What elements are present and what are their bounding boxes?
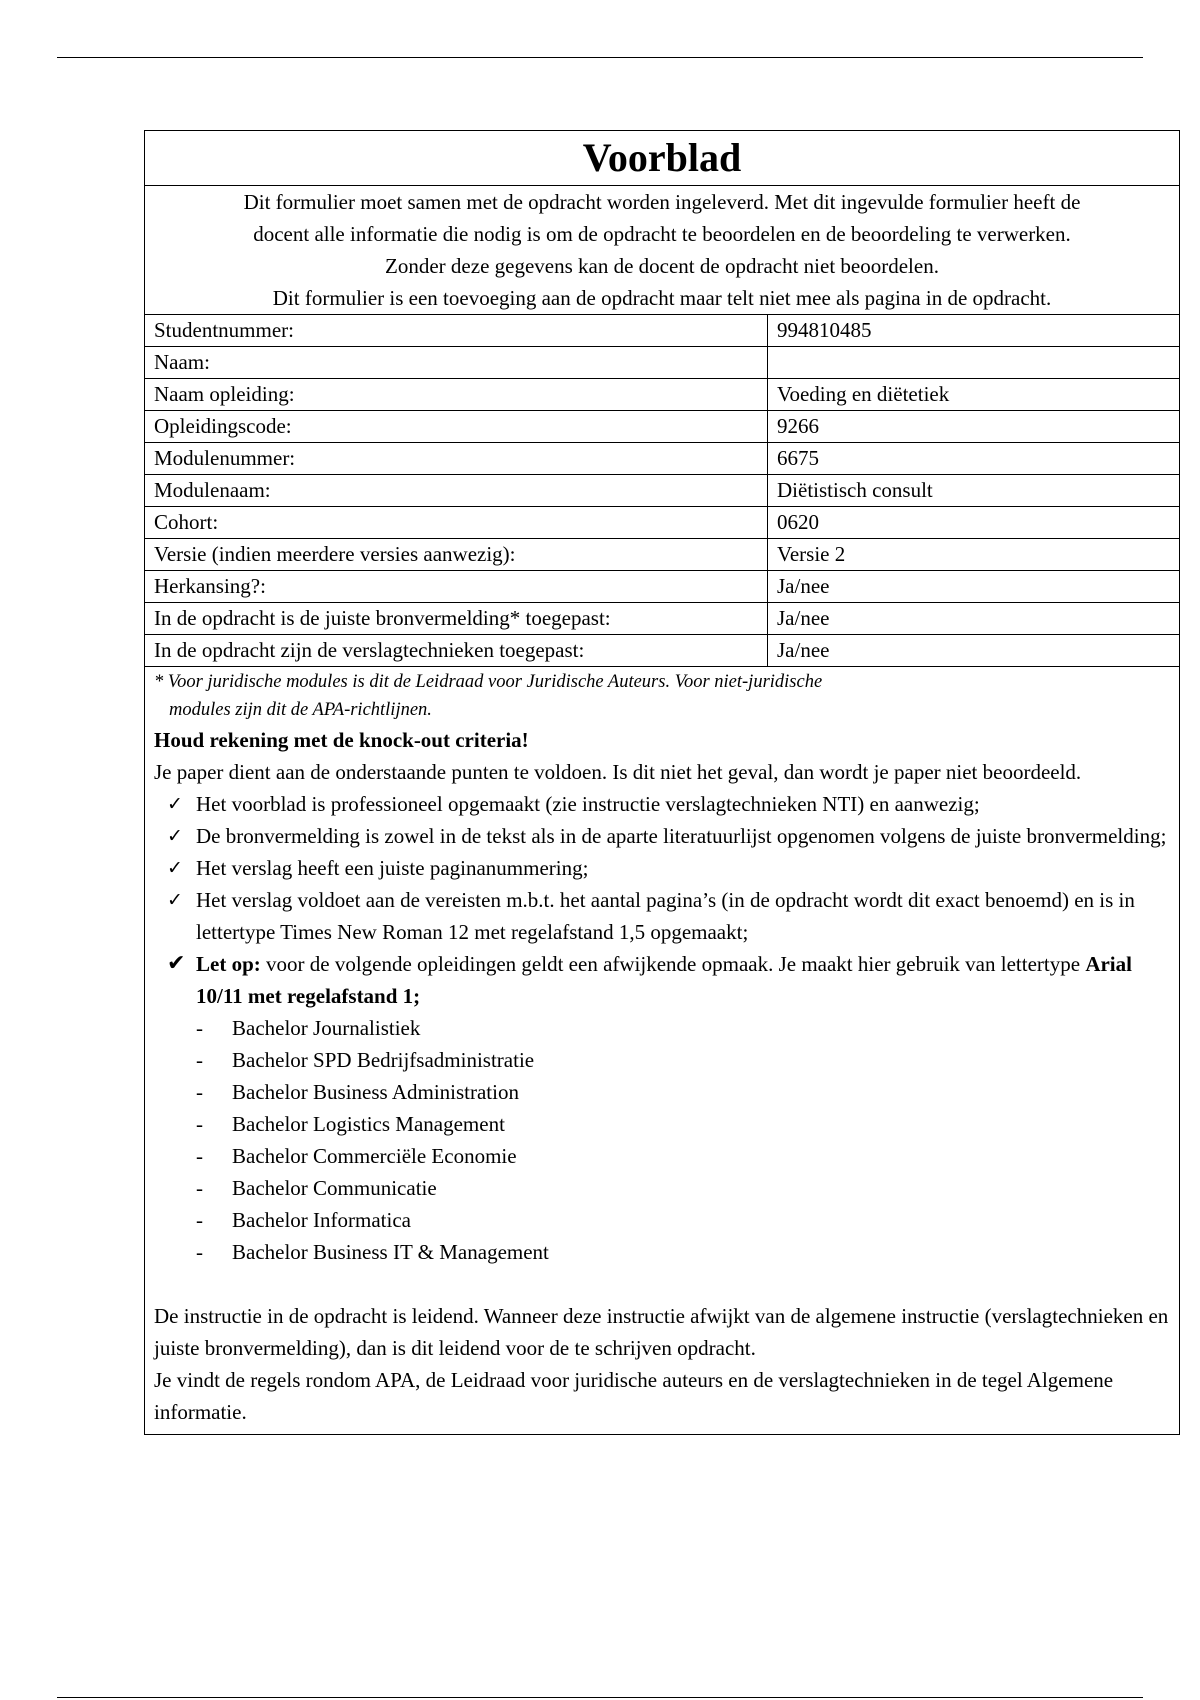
program-name: Bachelor Logistics Management bbox=[232, 1112, 505, 1136]
closing-paragraph: Je vindt de regels rondom APA, de Leidraad voor juridische auteurs en de verslagtechnieken in de tegel Algemene informatie. bbox=[154, 1368, 1114, 1424]
field-value: 9266 bbox=[768, 411, 1180, 443]
dash-bullet: - bbox=[196, 1112, 203, 1136]
field-label: Naam opleiding: bbox=[145, 379, 768, 411]
field-row bbox=[145, 571, 1179, 603]
program-name: Bachelor Communicatie bbox=[232, 1176, 437, 1200]
field-value bbox=[768, 347, 1180, 379]
dash-bullet: - bbox=[196, 1176, 203, 1200]
program-item bbox=[154, 1012, 1170, 1044]
field-label: Versie (indien meerdere versies aanwezig): bbox=[145, 539, 768, 571]
intro-line: Zonder deze gegevens kan de docent de opdracht niet beoordelen. bbox=[385, 254, 939, 278]
letop-label: Let op: bbox=[196, 952, 261, 976]
program-item bbox=[154, 1108, 1170, 1140]
field-label: Modulenummer: bbox=[145, 443, 768, 475]
field-row bbox=[145, 507, 1179, 539]
check-item: ✓ De bronvermelding is zowel in de tekst als in de aparte literatuurlijst opgenomen volgens de juiste bronvermelding; bbox=[154, 820, 1170, 852]
intro-line: docent alle informatie die nodig is om de opdracht te beoordelen en de beoordeling te verwerken. bbox=[253, 222, 1071, 246]
field-label: Studentnummer: bbox=[145, 315, 768, 347]
closing-paragraph: De instructie in de opdracht is leidend. Wanneer deze instructie afwijkt van de algemene instructie (verslagtechnieken en juiste bronvermelding), dan is dit leidend voor de te schrijven opdracht. bbox=[154, 1304, 1169, 1360]
header-rule bbox=[57, 57, 1143, 58]
notes-section bbox=[145, 667, 1179, 1434]
intro-line: Dit formulier moet samen met de opdracht worden ingeleverd. Met dit ingevulde formulier heeft de bbox=[243, 190, 1081, 214]
program-list bbox=[154, 1012, 1170, 1268]
field-label: In de opdracht is de juiste bronvermelding* toegepast: bbox=[145, 603, 768, 635]
knockout-heading: Houd rekening met de knock-out criteria! bbox=[154, 728, 529, 752]
field-row bbox=[145, 347, 1179, 379]
field-value: Versie 2 bbox=[768, 539, 1180, 571]
program-item bbox=[154, 1172, 1170, 1204]
footnote bbox=[154, 667, 1170, 724]
field-label: Naam: bbox=[145, 347, 768, 379]
field-row bbox=[145, 315, 1179, 347]
knockout-checklist bbox=[154, 788, 1170, 1012]
intro-line: Dit formulier is een toevoeging aan de opdracht maar telt niet mee als pagina in de opdracht. bbox=[272, 286, 1052, 310]
checkmark-icon: ✓ bbox=[167, 857, 183, 879]
footnote-line: * Voor juridische modules is dit de Leidraad voor Juridische Auteurs. Voor niet-juridische bbox=[154, 672, 823, 692]
program-item bbox=[154, 1140, 1170, 1172]
field-row bbox=[145, 603, 1179, 635]
field-row bbox=[145, 443, 1179, 475]
field-row bbox=[145, 635, 1179, 667]
program-name: Bachelor SPD Bedrijfsadministratie bbox=[232, 1048, 535, 1072]
program-name: Bachelor Journalistiek bbox=[232, 1016, 421, 1040]
dash-bullet: - bbox=[196, 1080, 203, 1104]
intro-text bbox=[145, 186, 1179, 315]
field-value: Ja/nee bbox=[768, 635, 1180, 667]
field-label: Opleidingscode: bbox=[145, 411, 768, 443]
field-value: 0620 bbox=[768, 507, 1180, 539]
field-value: Ja/nee bbox=[768, 571, 1180, 603]
program-name: Bachelor Business IT & Management bbox=[232, 1240, 549, 1264]
program-name: Bachelor Business Administration bbox=[232, 1080, 519, 1104]
check-item: ✓ Het voorblad is professioneel opgemaakt (zie instructie verslagtechnieken NTI) en aanwezig; bbox=[154, 788, 1170, 820]
field-label: Modulenaam: bbox=[145, 475, 768, 507]
fields-table bbox=[145, 315, 1179, 667]
check-item: ✓ Het verslag heeft een juiste paginanummering; bbox=[154, 852, 1170, 884]
dash-bullet: - bbox=[196, 1208, 203, 1232]
check-item-letop: ✔ Let op: voor de volgende opleidingen geldt een afwijkende opmaak. Je maakt hier gebruik van lettertype Arial 10/11 met regelafstand 1; bbox=[154, 948, 1170, 1012]
field-label: Herkansing?: bbox=[145, 571, 768, 603]
dash-bullet: - bbox=[196, 1144, 203, 1168]
font-requirement: Arial 10/11 met regelafstand 1; bbox=[196, 952, 1132, 1008]
dash-bullet: - bbox=[196, 1048, 203, 1072]
program-name: Bachelor Informatica bbox=[232, 1208, 411, 1232]
knockout-intro: Je paper dient aan de onderstaande punten te voldoen. Is dit niet het geval, dan wordt je paper niet beoordeeld. bbox=[154, 760, 1082, 784]
field-value: Diëtistisch consult bbox=[768, 475, 1180, 507]
dash-bullet: - bbox=[196, 1016, 203, 1040]
program-item bbox=[154, 1204, 1170, 1236]
program-item bbox=[154, 1236, 1170, 1268]
checkmark-icon: ✓ bbox=[167, 889, 183, 911]
checkmark-icon: ✔ bbox=[167, 951, 186, 976]
program-item bbox=[154, 1076, 1170, 1108]
dash-bullet: - bbox=[196, 1240, 203, 1264]
program-item bbox=[154, 1044, 1170, 1076]
field-value: 6675 bbox=[768, 443, 1180, 475]
field-value: Voeding en diëtetiek bbox=[768, 379, 1180, 411]
field-row bbox=[145, 539, 1179, 571]
page-title: Voorblad bbox=[582, 135, 742, 180]
checkmark-icon: ✓ bbox=[167, 825, 183, 847]
title-row bbox=[145, 131, 1179, 186]
checkmark-icon: ✓ bbox=[167, 793, 183, 815]
program-name: Bachelor Commerciële Economie bbox=[232, 1144, 517, 1168]
field-value: 994810485 bbox=[768, 315, 1180, 347]
field-row bbox=[145, 411, 1179, 443]
field-row bbox=[145, 475, 1179, 507]
cover-form bbox=[144, 130, 1180, 1435]
field-label: In de opdracht zijn de verslagtechnieken toegepast: bbox=[145, 635, 768, 667]
field-value: Ja/nee bbox=[768, 603, 1180, 635]
field-label: Cohort: bbox=[145, 507, 768, 539]
footer-rule bbox=[57, 1697, 1143, 1698]
check-item: ✓ Het verslag voldoet aan de vereisten m.b.t. het aantal pagina’s (in de opdracht wordt dit exact benoemd) en is in lettertype Times New Roman 12 met regelafstand 1,5 opgemaakt; bbox=[154, 884, 1170, 948]
field-row bbox=[145, 379, 1179, 411]
footnote-line: modules zijn dit de APA-richtlijnen. bbox=[169, 700, 432, 720]
